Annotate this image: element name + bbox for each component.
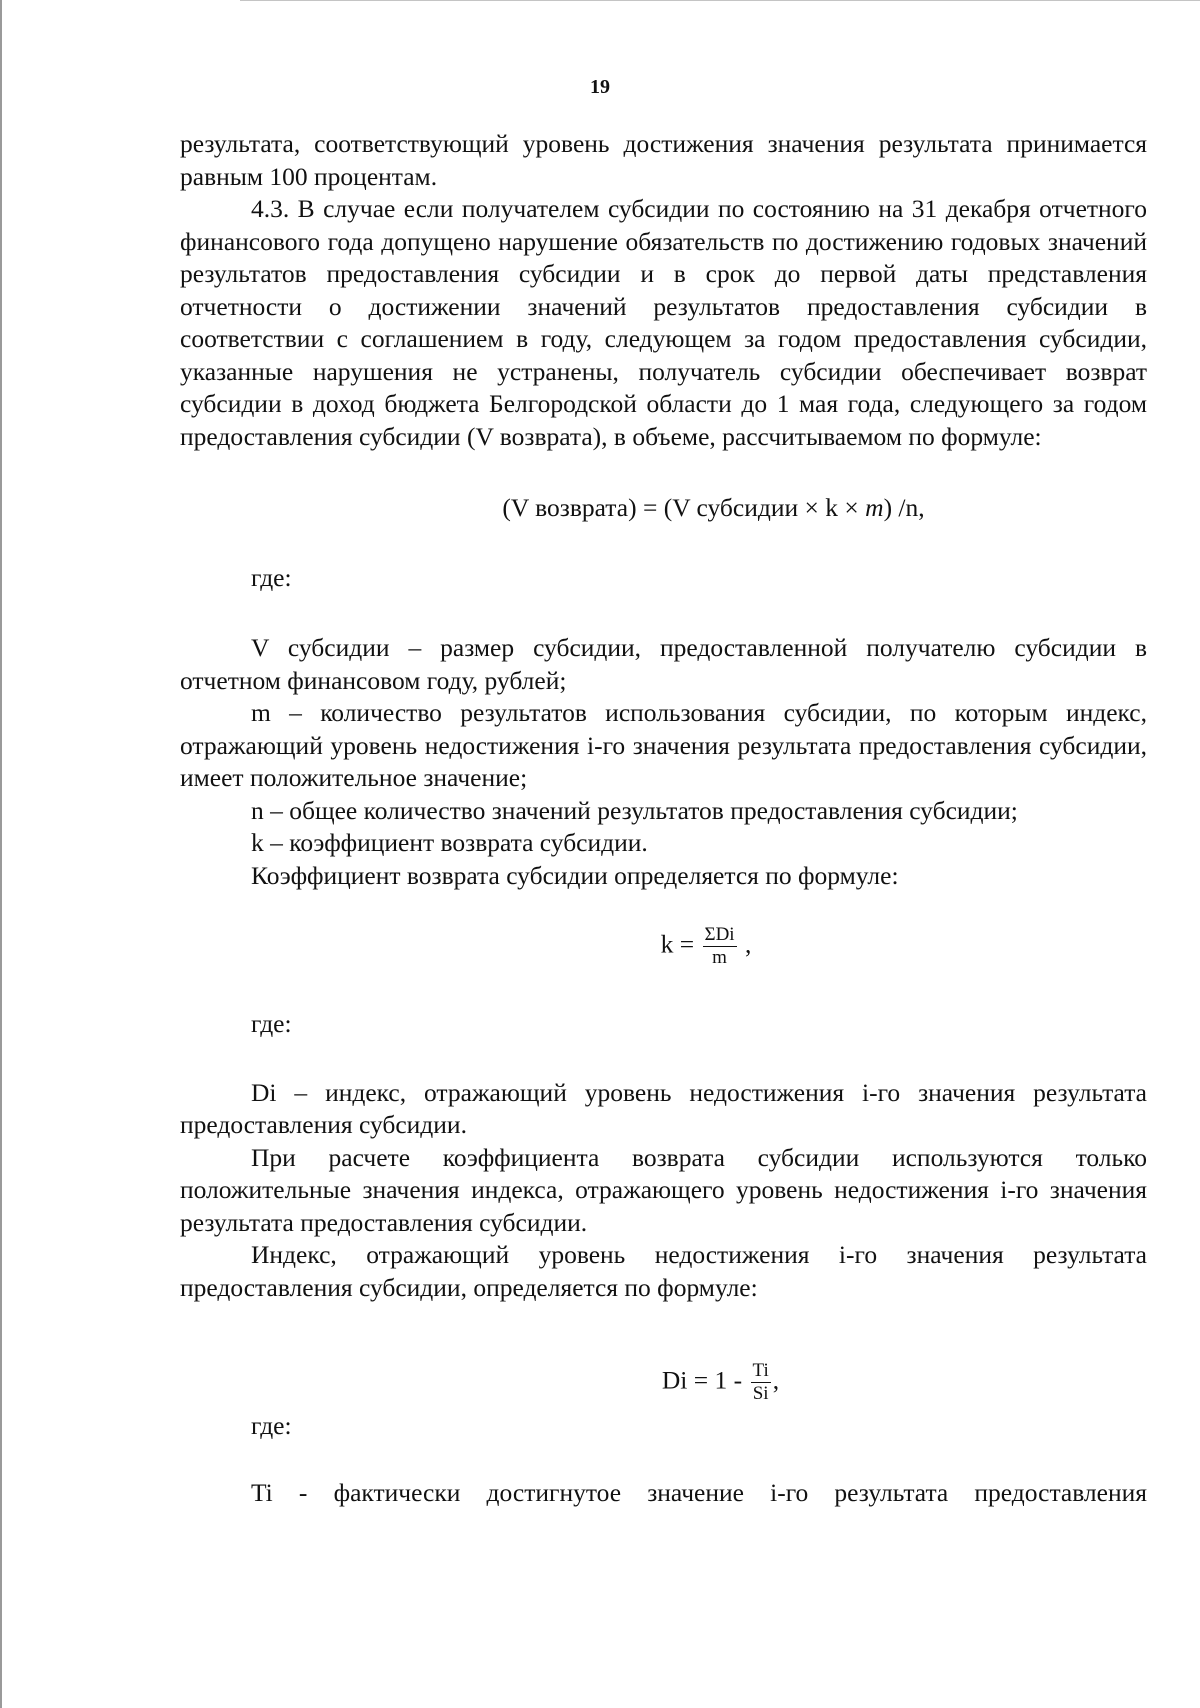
where-label: где: bbox=[251, 1411, 292, 1440]
formula-k-tail: , bbox=[744, 929, 752, 959]
scan-edge-top bbox=[240, 0, 1200, 1]
formula-di-tail: , bbox=[772, 1365, 780, 1395]
formula-refund-left: (V возврата) = (V субсидии × k × bbox=[502, 493, 866, 522]
formula-k-fraction bbox=[703, 924, 737, 969]
formula-refund-volume bbox=[180, 492, 1147, 525]
definition-ti: Ti - фактически достигнутое значение i-го результата предоставления bbox=[251, 1477, 1147, 1507]
paragraph-continuation: результата, соответствующий уровень достижения значения результата принимается равным 100 процентам. bbox=[180, 129, 1147, 191]
formula-di bbox=[180, 1360, 1147, 1416]
formula-di-lhs: Di = 1 - bbox=[661, 1365, 743, 1395]
page-number: 19 bbox=[590, 76, 610, 98]
paragraph-index-formula: Индекс, отражающий уровень недостижения i-го значения результата предоставления субсидии, определяется по формуле: bbox=[180, 1240, 1147, 1302]
document-body bbox=[180, 128, 1147, 1509]
paragraph-positive-values: При расчете коэффициента возврата субсидии используются только положительные значения индекса, отражающего уровень недостижения i-го значения результата предоставления субсидии. bbox=[180, 1142, 1147, 1237]
formula-k bbox=[180, 924, 1147, 980]
formula-k-lhs: k = bbox=[660, 929, 695, 959]
paragraph-4-3: 4.3. В случае если получателем субсидии по состоянию на 31 декабря отчетного финансового года допущено нарушение обязательств по достижению годовых значений результатов предоставления субсидии и в срок до первой даты представления отчетности о достижении значений результатов предоставления субсидии в соответствии с соглашением в году, следующем за годом предоставления субсидии, указанные нарушения не устранены, получатель субсидии обеспечивает возврат субсидии в доход бюджета Белгородской области до 1 мая года, следующего за годом предоставления субсидии (V возврата), в объеме, рассчитываемом по формуле: bbox=[180, 194, 1147, 451]
definition-n: n – общее количество значений результатов предоставления субсидии; bbox=[251, 795, 1018, 825]
formula-k-denominator: m bbox=[712, 947, 727, 968]
k-formula-intro: Коэффициент возврата субсидии определяется по формуле: bbox=[251, 860, 899, 890]
formula-k-numerator: ΣDi bbox=[704, 924, 735, 945]
where-label: где: bbox=[251, 1009, 292, 1038]
definition-k: k – коэффициент возврата субсидии. bbox=[251, 828, 648, 857]
formula-refund-m: m bbox=[865, 493, 884, 522]
where-label: где: bbox=[251, 562, 292, 592]
scan-edge-left bbox=[0, 0, 2, 1708]
definition-v-subsidy: V субсидии – размер субсидии, предоставленной получателю субсидии в отчетном финансовом году, рублей; bbox=[180, 633, 1147, 695]
definition-di: Di – индекс, отражающий уровень недостижения i-го значения результата предоставления субсидии. bbox=[180, 1077, 1147, 1139]
formula-di-fraction bbox=[751, 1360, 771, 1405]
formula-refund-right: ) /n, bbox=[883, 493, 925, 522]
definition-m: m – количество результатов использования субсидии, по которым индекс, отражающий уровень недостижения i-го значения результата предоставления субсидии, имеет положительное значение; bbox=[180, 698, 1147, 792]
formula-di-denominator: Si bbox=[752, 1383, 769, 1404]
formula-di-numerator: Ti bbox=[752, 1360, 769, 1381]
